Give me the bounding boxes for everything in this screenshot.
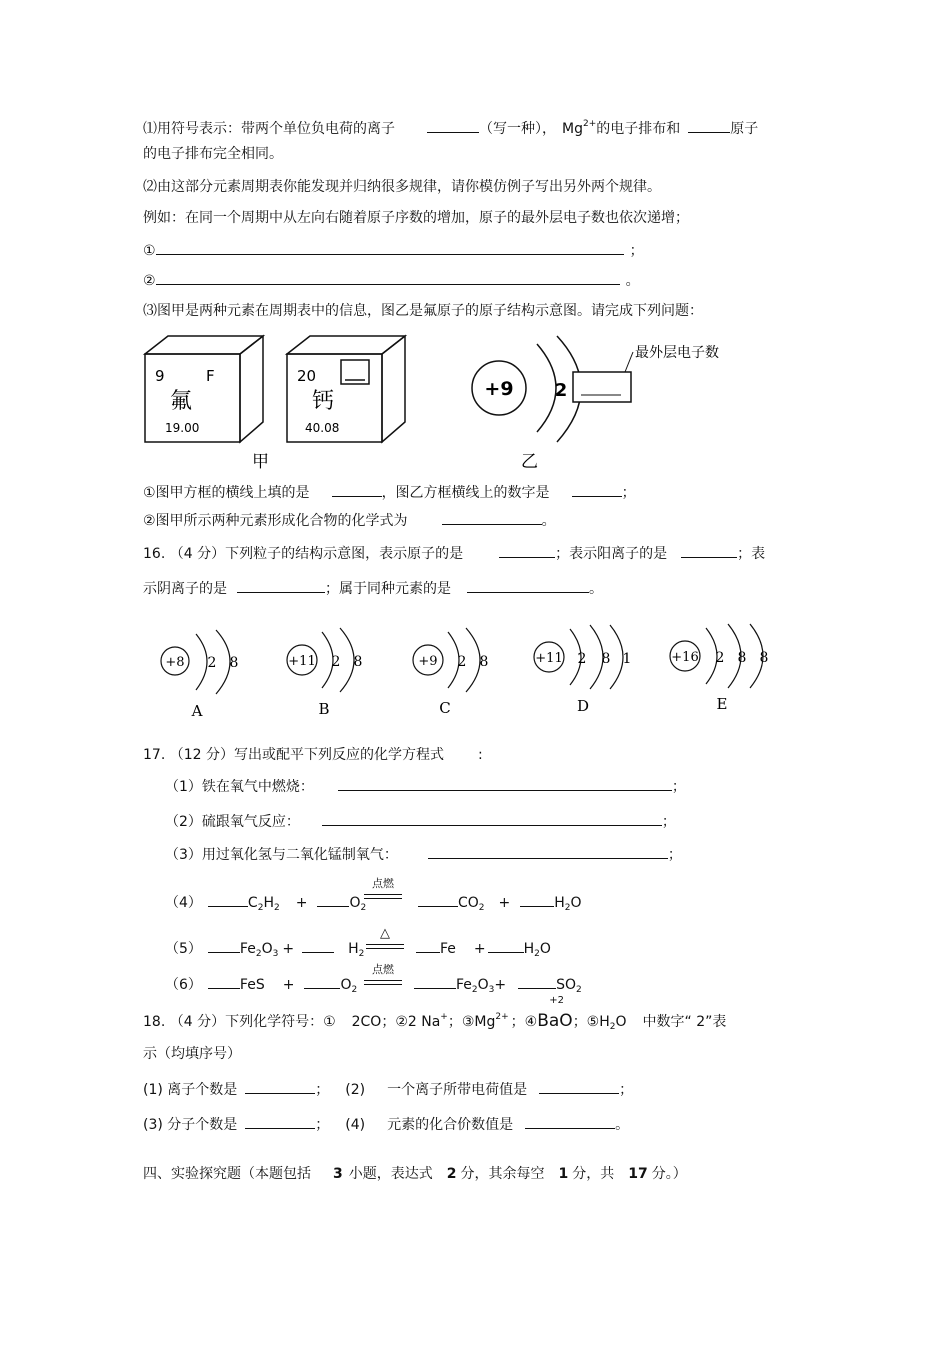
- q16-text-e: ；属于同种元素的是: [325, 581, 451, 597]
- q15-rule2-blank[interactable]: [156, 270, 620, 285]
- q15-sub1-blank1[interactable]: [332, 482, 382, 497]
- q17-i6-p2-sub: 2: [576, 985, 582, 995]
- calcium-number: 20: [297, 367, 317, 385]
- q17-i4-r1b-sub: 2: [273, 903, 280, 913]
- q18-line2: 示（均填序号）: [143, 1046, 241, 1062]
- particle-d-shell3: 1: [622, 651, 632, 667]
- sec4-num4: 17: [628, 1166, 648, 1182]
- q17-i6-r2: O: [340, 977, 352, 993]
- q17-i5-label: （5）: [165, 941, 202, 957]
- q17-item5: [165, 938, 364, 959]
- q17-i4-r2: O: [349, 895, 361, 911]
- q17-i6-p2: SO: [556, 977, 577, 993]
- particle-e-label: E: [716, 695, 728, 713]
- q17-i6-label: （6）: [165, 977, 202, 993]
- q17-i5-coef1[interactable]: [208, 938, 240, 953]
- q17-item3: [165, 844, 682, 865]
- particle-c: [413, 628, 488, 717]
- q15-sub1-text: ①图甲方框的横线上填的是: [143, 485, 310, 501]
- q17-title: [143, 745, 483, 765]
- q17-title-text: 17. （12 分）写出或配平下列反应的化学方程式: [143, 747, 444, 763]
- particle-a: [161, 630, 238, 720]
- q17-i2-label: （2）硫跟氧气反应：: [165, 814, 300, 830]
- q17-i4-coef2[interactable]: [317, 892, 349, 907]
- q17-i4-r1b: H: [263, 895, 274, 911]
- q17-i6-plus1: +: [282, 977, 295, 993]
- q17-i5-arrow: [366, 944, 404, 949]
- particle-b-label: B: [318, 700, 330, 718]
- q16-text-b: ；表示阳离子的是: [555, 546, 668, 562]
- q15-sub1-end: ；: [621, 485, 636, 501]
- yi-pointer-line: [625, 352, 633, 372]
- q17-i4-plus1: +: [295, 895, 308, 911]
- q18-sym4-b: O: [615, 1014, 627, 1030]
- q15-example: 例如：在同一个周期中从左向右随着原子序数的增加，原子的最外层电子数也依次递增；: [143, 210, 689, 226]
- q18-sym2: ；③Mg: [447, 1014, 496, 1030]
- q17-i6-coef2[interactable]: [304, 974, 340, 989]
- q17-i5-coef2[interactable]: [302, 938, 334, 953]
- q15-p1-text-b: （写一种），: [479, 121, 556, 137]
- q17-i6-p1b: O: [477, 977, 489, 993]
- sec4-num3: 1: [558, 1166, 569, 1182]
- q17-i5-r2: H: [348, 941, 359, 957]
- q18-bao-formula: BaO: [537, 1011, 573, 1031]
- particle-e: [670, 624, 768, 713]
- q17-i6-condition: [364, 964, 402, 985]
- q18-r2-end: 。: [615, 1117, 630, 1133]
- q18-row1: [143, 1079, 633, 1100]
- q17-item1: [165, 776, 686, 797]
- q17-item4-products: [418, 892, 582, 913]
- q17-i5-r1: Fe: [239, 941, 256, 957]
- q15-p1-text: ⑴用符号表示：带两个单位负电荷的离子: [143, 121, 395, 137]
- q17-i4-p1: CO: [458, 895, 479, 911]
- q18-r1-text-b: 一个离子所带电荷值是: [387, 1082, 528, 1098]
- q15-rule2-mark: ②: [143, 273, 156, 289]
- q17-i6-cond-text: 点燃: [372, 963, 394, 976]
- q17-i6-r1: FeS: [239, 977, 265, 993]
- q18-r1-blank1[interactable]: [245, 1079, 315, 1094]
- q16-blank-anion[interactable]: [237, 578, 325, 593]
- q15-line1: [143, 118, 758, 139]
- q18-bao: [537, 995, 573, 1031]
- q18-r2-sep: ；: [315, 1117, 330, 1133]
- q18-row2: [143, 1114, 629, 1135]
- q17-item4: [165, 892, 366, 913]
- q17-i1-blank[interactable]: [338, 776, 672, 791]
- q17-title-colon: :: [477, 747, 483, 763]
- q18-r2-num: (4): [345, 1117, 366, 1133]
- q17-item6: [165, 974, 357, 995]
- q17-i2-blank[interactable]: [322, 811, 662, 826]
- q18-r1-text: (1) 离子个数是: [143, 1082, 238, 1098]
- q17-i4-r1-sub: 2: [257, 903, 264, 913]
- q15-sub2-blank[interactable]: [442, 510, 542, 525]
- q15-sub2-end: 。: [541, 513, 556, 529]
- q15-rule1-end: ；: [629, 243, 644, 259]
- q17-i6-arrow: [364, 980, 402, 985]
- sec4-num2: 2: [446, 1166, 457, 1182]
- q17-i4-condition: [364, 878, 402, 899]
- particle-b: [287, 628, 362, 718]
- q18-sym1-sup: +: [440, 1012, 448, 1022]
- q17-i6-coef4[interactable]: [518, 974, 556, 989]
- q18-r1-num: (2): [345, 1082, 366, 1098]
- particle-e-shell2: 8: [737, 650, 747, 666]
- q17-i4-p2b: O: [570, 895, 582, 911]
- fluorine-number: 9: [155, 367, 165, 385]
- q15-p2: ⑵由这部分元素周期表你能发现并归纳很多规律，请你模仿例子写出另外两个规律。: [143, 179, 661, 195]
- particle-a-nucleus: +8: [165, 655, 185, 670]
- particle-b-nucleus: +11: [288, 654, 316, 669]
- q17-i4-p2-sub: 2: [564, 903, 571, 913]
- particle-a-shell1: 2: [207, 655, 217, 671]
- particle-c-shell2: 8: [479, 654, 489, 670]
- q16-line1: [143, 543, 765, 564]
- sec4-text-e: 分。）: [651, 1166, 687, 1182]
- q17-i6-p1: Fe: [456, 977, 472, 993]
- q17-i4-cond-text: 点燃: [372, 877, 394, 890]
- q17-i3-label: （3）用过氧化氢与二氧化锰制氧气：: [165, 847, 398, 863]
- q16-blank-atom[interactable]: [499, 543, 555, 558]
- yi-outer-label: 最外层电子数: [635, 345, 719, 361]
- q15-p1-text-c: 的电子排布和: [596, 121, 681, 137]
- particle-e-nucleus: +16: [671, 650, 699, 665]
- yi-shell1-electrons: 2: [554, 380, 568, 401]
- q18-sym1: 2CO；②2 Na: [351, 1014, 441, 1030]
- calcium-name: 钙: [312, 389, 335, 414]
- q15-sub1-text-b: ，图乙方框横线上的数字是: [381, 485, 550, 501]
- q15-mg-charge: 2+: [582, 119, 597, 129]
- fluorine-name: 氟: [170, 389, 193, 414]
- q17-i3-blank[interactable]: [428, 844, 668, 859]
- q15-sub1-blank2[interactable]: [572, 482, 622, 497]
- q18-r2-blank2[interactable]: [525, 1114, 615, 1129]
- q17-i4-coef3[interactable]: [418, 892, 458, 907]
- sec4-text-c: 分，其余每空: [460, 1166, 545, 1182]
- q15-rule1-mark: ①: [143, 243, 156, 259]
- figure-jia: [140, 334, 420, 474]
- q17-i6-plus2: +: [494, 977, 507, 993]
- q17-i5-plus2: +: [473, 941, 486, 957]
- fluorine-mass: 19.00: [165, 421, 200, 435]
- q18-sym4-sub: 2: [609, 1022, 616, 1032]
- calcium-mass: 40.08: [305, 421, 340, 435]
- q17-i5-p2: H: [523, 941, 535, 957]
- sec4-text-a: 四、实验探究题（本题包括: [143, 1166, 311, 1182]
- q17-item2: [165, 811, 676, 832]
- q17-i6-p1-sub: 2: [471, 985, 478, 995]
- q15-sub1: [143, 482, 636, 503]
- q18-sym2-sup: 2+: [495, 1012, 509, 1022]
- q18-text-a: 18. （4 分）下列化学符号：①: [143, 1014, 336, 1030]
- q16-line2: [143, 578, 603, 599]
- q16-blank-cation[interactable]: [681, 543, 737, 558]
- q17-i5-r1b-sub: 3: [272, 949, 279, 959]
- q15-p3: ⑶图甲是两种元素在周期表中的信息，图乙是氟原子的原子结构示意图。请完成下列问题：: [143, 303, 703, 319]
- q18-text-b: 中数字“ 2”表: [642, 1014, 727, 1030]
- q16-text-f: 。: [589, 581, 603, 597]
- sec4-text-b: 小题，表达式: [348, 1166, 433, 1182]
- yi-nucleus-charge: +9: [484, 378, 514, 400]
- q17-i5-condition: [366, 928, 404, 949]
- q15-line1-cont: 的电子排布完全相同。: [143, 146, 283, 162]
- q17-i6-p1b-sub: 3: [488, 985, 495, 995]
- particle-a-label: A: [191, 702, 203, 720]
- q16-text-c: ；表: [737, 546, 766, 562]
- q18-r2-blank1[interactable]: [245, 1114, 315, 1129]
- q17-i4-p2: H: [554, 895, 565, 911]
- q15-blank-ion[interactable]: [427, 118, 479, 133]
- q17-i6-coef1[interactable]: [208, 974, 240, 989]
- q15-rule1-blank[interactable]: [156, 240, 624, 255]
- figure-yi-caption: 乙: [521, 452, 538, 472]
- yi-shell-1: [537, 344, 556, 432]
- fluorine-symbol: F: [206, 367, 215, 385]
- particle-c-nucleus: +9: [418, 654, 438, 669]
- particle-d-shell2: 8: [601, 651, 611, 667]
- q17-i5-r2-sub: 2: [358, 949, 365, 959]
- q18-r2-text-b: 元素的化合价数值是: [387, 1117, 514, 1133]
- q15-blank-atom[interactable]: [688, 118, 730, 133]
- q15-mg-symbol: Mg: [562, 121, 583, 137]
- q17-i2-end: ；: [661, 814, 676, 830]
- q17-i5-p2b: O: [539, 941, 551, 957]
- sec4-text-d: 分，共: [572, 1166, 615, 1182]
- particle-d: [534, 625, 631, 715]
- yi-outer-box[interactable]: [573, 372, 631, 402]
- q18-line1: [143, 995, 727, 1032]
- q17-i4-r1: C: [247, 895, 258, 911]
- q18-r2-text: (3) 分子个数是: [143, 1117, 238, 1133]
- q17-i4-p1-sub: 2: [478, 903, 485, 913]
- q17-i5-p1: Fe: [440, 941, 456, 957]
- q17-i1-end: ；: [671, 779, 686, 795]
- particle-c-shell1: 2: [457, 654, 467, 670]
- q16-particle-diagrams: [140, 616, 800, 726]
- q17-i5-coef3[interactable]: [416, 938, 440, 953]
- q17-i4-arrow: [364, 894, 402, 899]
- q17-i6-coef3[interactable]: [414, 974, 456, 989]
- q15-sub2: [143, 510, 556, 531]
- particle-e-shell1: 2: [715, 650, 725, 666]
- particle-d-nucleus: +11: [535, 651, 563, 666]
- q15-rule2: [143, 270, 640, 291]
- q16-blank-same-element[interactable]: [467, 578, 589, 593]
- q18-bao-valence: +2: [549, 995, 564, 1006]
- q17-i5-p2-sub: 2: [534, 949, 540, 959]
- q17-i4-coef1[interactable]: [208, 892, 248, 907]
- q16-text-d: 示阴离子的是: [143, 581, 227, 597]
- q17-i3-end: ；: [667, 847, 682, 863]
- q17-i5-coef4[interactable]: [488, 938, 524, 953]
- section4-heading: [143, 1164, 687, 1184]
- q15-p1-text-d: 原子: [730, 121, 759, 137]
- particle-a-shell2: 8: [229, 655, 239, 671]
- q17-i5-plus1: +: [282, 941, 295, 957]
- q18-sym4: ；⑤H: [572, 1014, 610, 1030]
- q17-i4-coef4[interactable]: [520, 892, 554, 907]
- q17-i5-r1-sub: 2: [255, 949, 262, 959]
- q17-i6-r2-sub: 2: [351, 985, 358, 995]
- q17-i4-plus2: +: [498, 895, 511, 911]
- q17-item5-products: [416, 938, 551, 959]
- q17-i4-r2-sub: 2: [360, 903, 367, 913]
- particle-e-shell3: 8: [759, 650, 769, 666]
- q17-i1-label: （1）铁在氧气中燃烧：: [165, 779, 314, 795]
- sec4-num1: 3: [333, 1166, 343, 1182]
- element-card-fluorine: [145, 336, 263, 442]
- q17-i5-cond-text: △: [380, 926, 390, 941]
- particle-b-shell2: 8: [353, 654, 363, 670]
- q17-i4-label: （4）: [165, 895, 202, 911]
- particle-c-label: C: [439, 699, 451, 717]
- figure-yi: [465, 334, 745, 474]
- particle-b-shell1: 2: [331, 654, 341, 670]
- q17-item6-products: [414, 974, 582, 995]
- q18-r1-sep: ；: [315, 1082, 330, 1098]
- figure-jia-caption: 甲: [252, 452, 269, 472]
- q18-r1-end: ；: [619, 1082, 634, 1098]
- q15-rule1: [143, 240, 644, 261]
- q16-text-a: 16. （4 分）下列粒子的结构示意图，表示原子的是: [143, 546, 464, 562]
- q15-sub2-text: ②图甲所示两种元素形成化合物的化学式为: [143, 513, 408, 529]
- q18-sym3: ；④: [510, 1014, 538, 1030]
- particle-d-shell1: 2: [577, 651, 587, 667]
- q15-rule2-end: 。: [625, 273, 640, 289]
- particle-d-label: D: [576, 697, 590, 715]
- q17-i5-r1b: O: [261, 941, 273, 957]
- q18-r1-blank2[interactable]: [539, 1079, 619, 1094]
